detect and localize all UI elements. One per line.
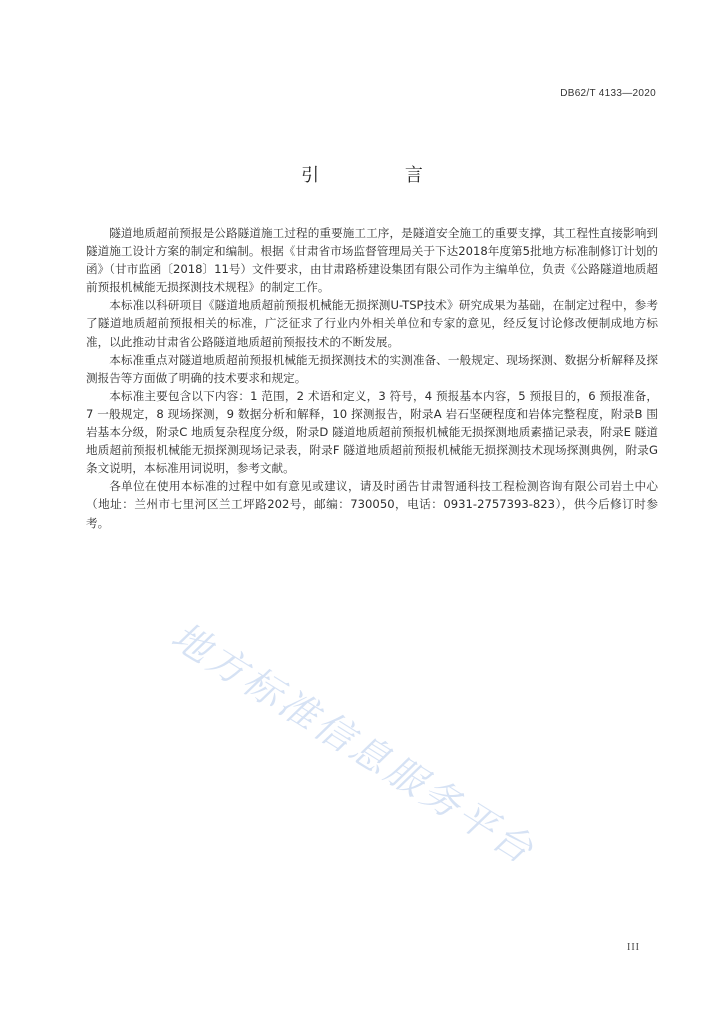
standard-code: DB62/T 4133—2020 [560, 88, 656, 99]
document-body [86, 224, 658, 532]
paragraph: 隧道地质超前预报是公路隧道施工过程的重要施工工序，是隧道安全施工的重要支撑，其工程性直接影响到隧道施工设计方案的制定和编制。根据《甘肃省市场监督管理局关于下达2018年度第5批地方标准制修订计划的函》（甘市监函〔2018〕11号）文件要求，由甘肃路桥建设集团有限公司作为主编单位，负责《公路隧道地质超前预报机械能无损探测技术规程》的制定工作。 [86, 226, 658, 295]
watermark: 地方标准信息服务平台 [163, 613, 544, 874]
paragraph: 本标准重点对隧道地质超前预报机械能无损探测技术的实测准备、一般规定、现场探测、数据分析解释及探测报告等方面做了明确的技术要求和规定。 [86, 352, 658, 385]
paragraph: 本标准以科研项目《隧道地质超前预报机械能无损探测U-TSP技术》研究成果为基础，在制定过程中，参考了隧道地质超前预报相关的标准，广泛征求了行业内外相关单位和专家的意见，经反复讨论修改便制成地方标准，以此推动甘肃省公路隧道地质超前预报技术的不断发展。 [86, 298, 658, 349]
page-number: III [627, 942, 640, 953]
page-title: 引 言 [301, 165, 463, 186]
paragraph: 本标准主要包含以下内容：1 范围，2 术语和定义，3 符号，4 预报基本内容，5 预报目的，6 预报准备，7 一般规定，8 现场探测，9 数据分析和解释，10 探测报告，附录A 岩石坚硬程度和岩体完整程度，附录B 围岩基本分级，附录C 地质复杂程度分级，附录D 隧道地质超前预报机械能无损探测地质素描记录表，附录E 隧道地质超前预报机械能无损探测现场记录表，附录F 隧道地质超前预报机械能无损探测技术现场探测典例，附录G 条文说明，本标准用词说明，参考文献。 [86, 388, 658, 476]
paragraph: 各单位在使用本标准的过程中如有意见或建议，请及时函告甘肃智通科技工程检测咨询有限公司岩土中心（地址：兰州市七里河区兰工坪路202号，邮编：730050，电话：0931-2757393-823），供今后修订时参考。 [86, 479, 658, 530]
